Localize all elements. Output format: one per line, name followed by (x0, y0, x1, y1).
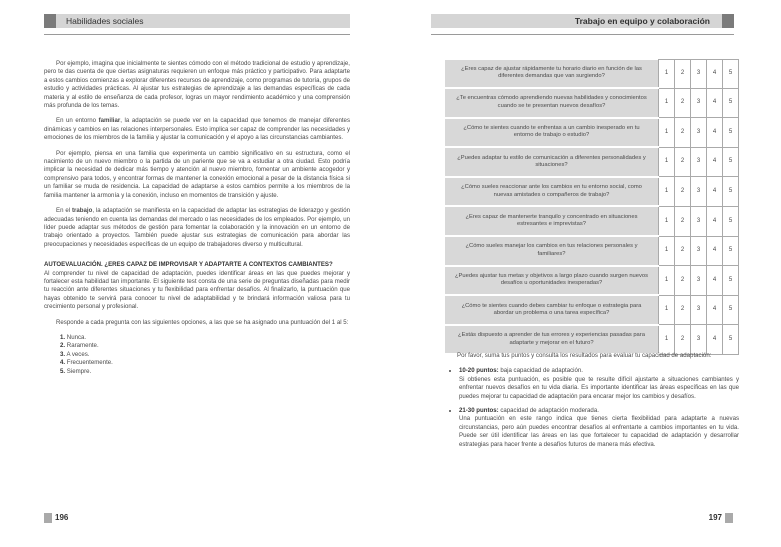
score-option-2[interactable]: 2 (675, 266, 691, 296)
instruction-text: Responde a cada pregunta con las siguientes opciones, a las que se ha asignado una puntuación del 1 al 5: (56, 318, 349, 326)
result-text: Si obtienes esta puntuación, es posible que te resulte difícil ajustarte a situaciones cambiantes y enfrentar nuevos desafíos en tu vida diaria. Es importante identificar las áreas específicas en las que puedes mejorar tu capacidad de adaptación para encarar mejor los cambios y desafíos. (459, 375, 739, 400)
question-text: ¿Puedes adaptar tu estilo de comunicación a diferentes personalidades y situaciones? (445, 147, 659, 177)
right-page-number (709, 513, 733, 523)
result-heading (459, 367, 583, 374)
score-option-4[interactable]: 4 (707, 118, 723, 148)
option-item (60, 368, 350, 376)
question-row (445, 118, 739, 148)
score-option-3[interactable]: 3 (691, 266, 707, 296)
header-tab-marker (722, 14, 734, 28)
score-option-1[interactable]: 1 (659, 88, 675, 118)
header-tab-marker (44, 14, 56, 28)
score-option-2[interactable]: 2 (675, 118, 691, 148)
score-option-5[interactable]: 5 (723, 236, 739, 266)
left-header-title: Habilidades sociales (66, 16, 144, 26)
paragraph-trabajo (44, 207, 350, 249)
option-num: 5. (60, 367, 66, 375)
option-num: 1. (60, 333, 66, 341)
result-range: 10-20 puntos: (459, 367, 499, 375)
score-option-1[interactable]: 1 (659, 236, 675, 266)
left-page-number (44, 513, 68, 523)
familiar-pre: En un entorno (56, 117, 99, 125)
score-option-5[interactable]: 5 (723, 118, 739, 148)
question-text: ¿Eres capaz de ajustar rápidamente tu horario diario en función de las diferentes demandas que van surgiendo? (445, 60, 659, 89)
familiar-bold: familiar (98, 117, 121, 125)
score-option-1[interactable]: 1 (659, 147, 675, 177)
right-page (391, 0, 781, 547)
score-option-2[interactable]: 2 (675, 60, 691, 89)
question-text: ¿Cómo te sientes cuando debes cambiar tu enfoque o estrategia para abordar un problema o una tarea específica? (445, 295, 659, 325)
question-row (445, 60, 739, 89)
score-option-5[interactable]: 5 (723, 60, 739, 89)
result-heading (459, 407, 599, 414)
option-item (60, 342, 350, 350)
result-item (459, 407, 739, 449)
score-option-2[interactable]: 2 (675, 236, 691, 266)
option-label: A veces. (66, 350, 90, 358)
question-row (445, 88, 739, 118)
paragraph-studies-example: Por ejemplo, imagina que inicialmente te sientes cómodo con el método tradicional de estudio y aprendizaje, pero te das cuenta de que ciertas asignaturas requieren un enfoque más práctico y participativo. Para adaptarte a estos cambios comienzas a explorar diferentes recursos de aprendizaje, como programas de tutoría, grupos de estudio y actividades prácticas. Al ajustar tus estrategias de aprendizaje a las demandas específicas de cada materia y al estilo de enseñanza de cada profesor, logras un mayor rendimiento académico y una comprensión más profunda de los temas. (44, 60, 350, 110)
right-page-number-text: 197 (708, 513, 722, 522)
option-item (60, 351, 350, 359)
score-option-1[interactable]: 1 (659, 266, 675, 296)
left-page (0, 0, 390, 547)
results-section (445, 352, 739, 455)
result-item (459, 367, 739, 401)
score-option-4[interactable]: 4 (707, 206, 723, 236)
score-option-4[interactable]: 4 (707, 325, 723, 355)
score-option-5[interactable]: 5 (723, 147, 739, 177)
paragraph-familiar (44, 117, 350, 142)
trabajo-post: , la adaptación se manifiesta en la capacidad de adaptar las estrategias de liderazgo y gestión adecuadas teniendo en cuenta las demandas del mercado o las necesidades de los empleados. Por ejemplo, un líder puede adaptar sus métodos de gestión para fomentar la colaboración y la innovación en un entorno de trabajo orientado a proyectos. También puede ajustar sus estrategias de comunicación para abordar las preocupaciones y necesidades específicas de un equipo de trabajadores diverso y multicultural. (44, 207, 350, 248)
score-option-3[interactable]: 3 (691, 325, 707, 355)
score-option-4[interactable]: 4 (707, 88, 723, 118)
result-range: 21-30 puntos: (459, 407, 499, 415)
option-label: Siempre. (66, 367, 92, 375)
page-number-marker (44, 513, 52, 523)
question-text: ¿Cómo sueles manejar los cambios en tus relaciones personales y familiares? (445, 236, 659, 266)
score-option-3[interactable]: 3 (691, 236, 707, 266)
option-num: 4. (60, 359, 66, 367)
score-option-3[interactable]: 3 (691, 88, 707, 118)
option-item (60, 334, 350, 342)
score-option-2[interactable]: 2 (675, 147, 691, 177)
score-option-1[interactable]: 1 (659, 295, 675, 325)
question-text: ¿Cómo sueles reaccionar ante los cambios en tu entorno social, como nuevas amistades o compañeros de trabajo? (445, 177, 659, 207)
left-page-header (44, 14, 350, 28)
option-label: Frecuentemente. (66, 359, 113, 367)
right-header-title: Trabajo en equipo y colaboración (574, 16, 710, 26)
score-option-1[interactable]: 1 (659, 177, 675, 207)
score-option-3[interactable]: 3 (691, 177, 707, 207)
question-text: ¿Te encuentras cómodo aprendiendo nuevas habilidades y conocimientos cuando se te presentan nuevos desafíos? (445, 88, 659, 118)
question-row (445, 236, 739, 266)
left-page-body (44, 60, 350, 376)
score-option-3[interactable]: 3 (691, 206, 707, 236)
score-option-2[interactable]: 2 (675, 325, 691, 355)
option-item (60, 359, 350, 367)
left-page-number-text: 196 (55, 513, 69, 522)
question-row (445, 325, 739, 355)
score-option-3[interactable]: 3 (691, 118, 707, 148)
section-heading (44, 261, 350, 269)
score-option-3[interactable]: 3 (691, 147, 707, 177)
score-option-4[interactable]: 4 (707, 60, 723, 89)
question-text: ¿Cómo te sientes cuando te enfrentas a un cambio inesperado en tu entorno de trabajo o estudio? (445, 118, 659, 148)
result-label: baja capacidad de adaptación. (498, 367, 583, 375)
question-row (445, 177, 739, 207)
score-option-4[interactable]: 4 (707, 266, 723, 296)
score-option-4[interactable]: 4 (707, 295, 723, 325)
option-label: Raramente. (66, 342, 99, 350)
question-text: ¿Estás dispuesto a aprender de tus errores y experiencias pasadas para adaptarte y mejorar en el futuro? (445, 325, 659, 355)
question-row (445, 295, 739, 325)
score-option-5[interactable]: 5 (723, 325, 739, 355)
score-option-4[interactable]: 4 (707, 147, 723, 177)
results-intro: Por favor, suma tus puntos y consulta los resultados para evaluar tu capacidad de adaptación: (457, 352, 712, 359)
question-row (445, 206, 739, 236)
score-option-2[interactable]: 2 (675, 88, 691, 118)
page-number-marker (725, 513, 733, 523)
score-option-1[interactable]: 1 (659, 118, 675, 148)
question-text: ¿Puedes ajustar tus metas y objetivos a largo plazo cuando surgen nuevos desafíos u oportunidades inesperadas? (445, 266, 659, 296)
score-option-1[interactable]: 1 (659, 325, 675, 355)
right-page-header (431, 14, 734, 28)
results-list (445, 367, 739, 449)
score-option-5[interactable]: 5 (723, 295, 739, 325)
section-title: AUTOEVALUACIÓN. ¿ERES CAPAZ DE IMPROVISAR Y ADAPTARTE A CONTEXTOS CAMBIANTES? (44, 261, 333, 269)
header-rule (44, 34, 350, 35)
questionnaire-table (445, 59, 739, 355)
trabajo-bold: trabajo (72, 207, 93, 215)
score-option-2[interactable]: 2 (675, 206, 691, 236)
score-option-5[interactable]: 5 (723, 266, 739, 296)
score-option-5[interactable]: 5 (723, 177, 739, 207)
result-text: Una puntuación en este rango indica que tienes cierta flexibilidad para adaptarte a nuevas circunstancias, pero aún puedes encontrar desafíos al enfrentarte a cambios importantes en tu vida. Puede ser útil identificar las áreas en las que fortalecer tu capacidad de adaptación y desarrollar estrategias para hacer frente a desafíos futuros de manera más efectiva. (459, 415, 739, 448)
options-list (44, 334, 350, 376)
familiar-post: , la adaptación se puede ver en la capacidad que tenemos de manejar diferentes dinámicas y cambios en las relaciones interpersonales. Esto implica ser capaz de comprender las necesidades y emociones de los miembros de la familia y ajustar la comunicación y el apoyo a las circunstancias cambiantes. (44, 117, 350, 142)
score-option-4[interactable]: 4 (707, 177, 723, 207)
question-row (445, 266, 739, 296)
score-option-1[interactable]: 1 (659, 60, 675, 89)
score-option-4[interactable]: 4 (707, 236, 723, 266)
result-label: capacidad de adaptación moderada. (498, 407, 599, 415)
option-num: 3. (60, 350, 66, 358)
option-label: Nunca. (66, 333, 87, 341)
score-option-5[interactable]: 5 (723, 88, 739, 118)
score-option-2[interactable]: 2 (675, 295, 691, 325)
header-rule (431, 34, 734, 35)
section-text: Al comprender tu nivel de capacidad de adaptación, puedes identificar áreas en las que puedes mejorar y fortalecer esta habilidad tan importante. El siguiente test consta de una serie de preguntas diseñadas para medir tu reacción ante diferentes situaciones y tu flexibilidad para enfrentar desafíos. Al finalizarlo, la puntuación que hayas obtenido te servirá para conocer tu nivel de adaptabilidad y te brindará información valiosa para tu crecimiento personal y profesional. (44, 269, 350, 311)
score-option-1[interactable]: 1 (659, 206, 675, 236)
score-option-5[interactable]: 5 (723, 206, 739, 236)
trabajo-pre: En el (56, 207, 73, 215)
question-text: ¿Eres capaz de mantenerte tranquilo y concentrado en situaciones estresantes e imprevistas? (445, 206, 659, 236)
score-option-3[interactable]: 3 (691, 295, 707, 325)
option-num: 2. (60, 342, 66, 350)
question-row (445, 147, 739, 177)
paragraph-family-example: Por ejemplo, piensa en una familia que experimenta un cambio significativo en su estructura, como el nacimiento de un nuevo miembro o la partida de un pariente que se va a estudiar a otra ciudad. Esto podría implicar la necesidad de dedicar más tiempo y atención al nuevo miembro, fomentar un ambiente acogedor y comprensivo para todos, y encontrar formas de mantener la conexión emocional a pesar de la distancia física si un familiar se muda de residencia. La capacidad de adaptarse a estos cambios permite a los miembros de la familia mantener la armonía y la conexión, incluso en momentos de transición y ajuste. (44, 149, 350, 199)
score-option-2[interactable]: 2 (675, 177, 691, 207)
score-option-3[interactable]: 3 (691, 60, 707, 89)
